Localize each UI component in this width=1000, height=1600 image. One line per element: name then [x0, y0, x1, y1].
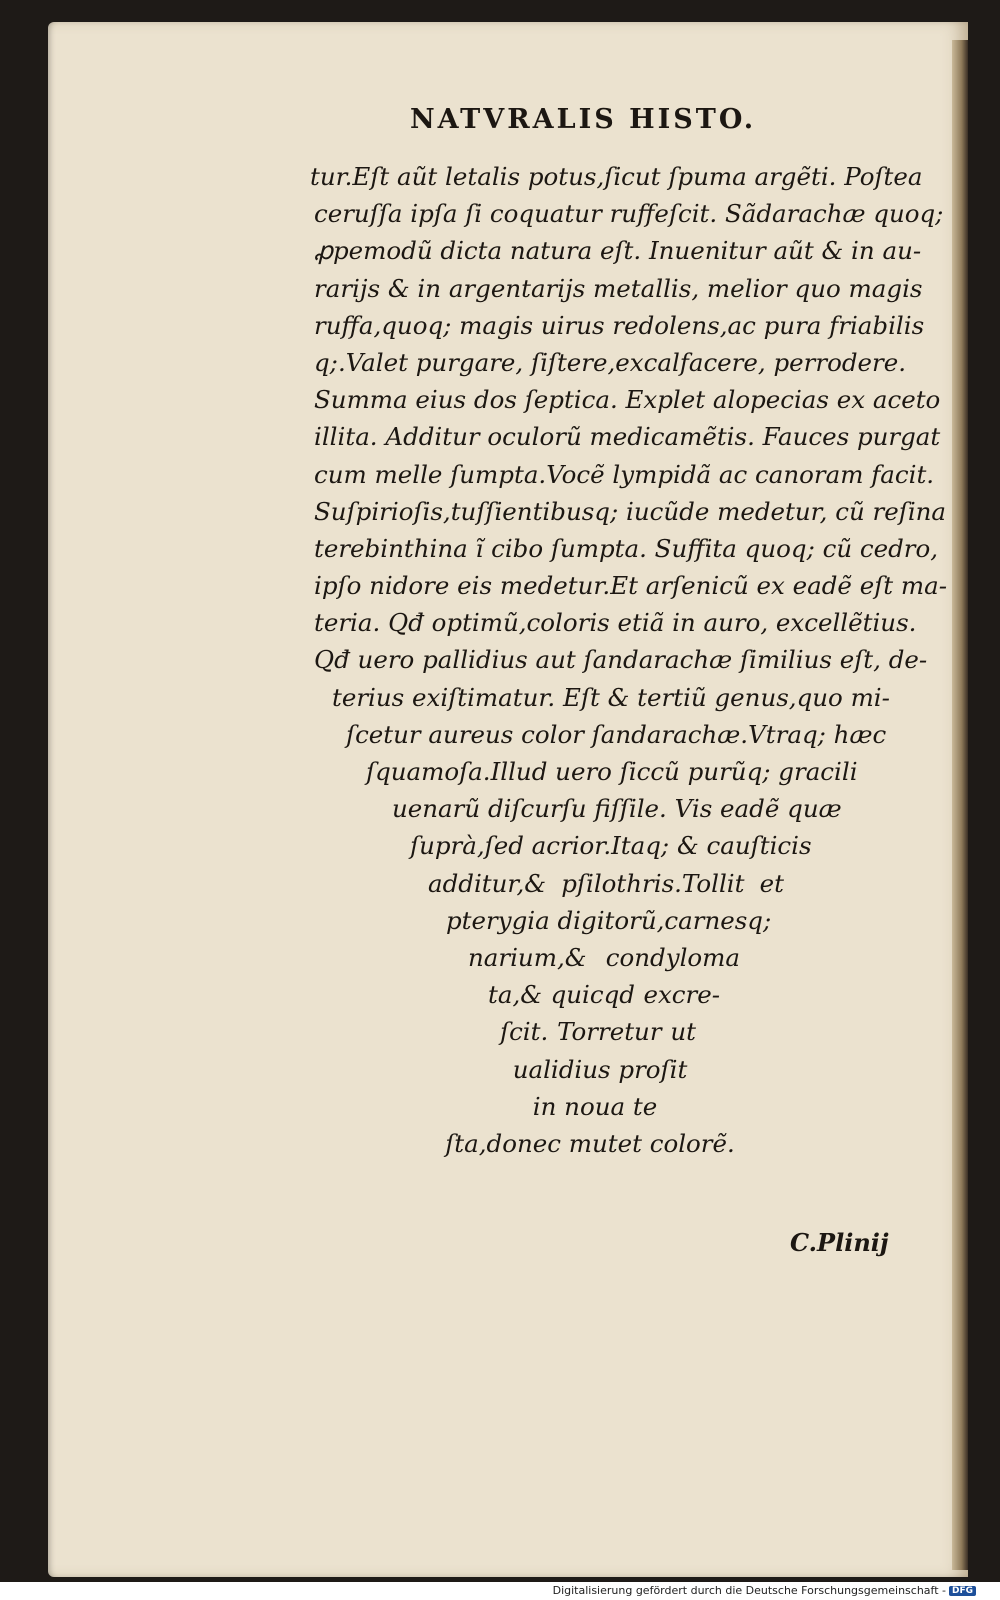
text-line: rarijs & in argentarijs metallis, melior quo magis — [314, 273, 923, 303]
credit-text: Digitalisierung gefördert durch die Deutsche Forschungsgemeinschaft - — [552, 1584, 946, 1597]
text-line: uenarũ diſcurſu fiſſile. Vis eadẽ quæ — [392, 794, 842, 824]
text-line: cum melle ſumpta.Vocẽ lympidã ac canoram facit. — [314, 459, 935, 489]
digitization-credit — [553, 1584, 976, 1597]
text-line: ſquamoſa.Illud uero ſiccũ purũq; gracili — [366, 757, 858, 786]
catchword: C.Plinij — [790, 1228, 889, 1257]
dfg-logo: DFG — [949, 1586, 976, 1596]
text-line: ſcetur aureus color ſandarachæ.Vtraq; hæc — [346, 719, 887, 749]
text-line: ruffa,quoq; magis uirus redolens,ac pura friabilis — [314, 310, 925, 340]
text-line: ta,& quicqd excre- — [488, 980, 720, 1010]
text-line: teria. Qđ optimũ,coloris etiã in auro, excellẽtius. — [314, 608, 917, 638]
text-line: tur.Eſt aũt letalis potus,ſicut ſpuma argẽti. Poſtea — [310, 162, 923, 191]
text-line: illita. Additur oculorũ medicamẽtis. Fauces purgat — [314, 422, 941, 452]
text-line: ipſo nidore eis medetur.Et arſenicũ ex eadẽ eſt ma- — [314, 571, 948, 601]
text-line: q;.Valet purgare, ſiſtere,excalfacere, perrodere. — [314, 347, 907, 377]
text-line: Suſpirioſis,tuſſientibusq; iucũde medetur, cũ reſina — [314, 496, 947, 526]
text-line: ſuprà,ſed acrior.Itaq; & cauſticis — [410, 831, 812, 861]
text-block — [310, 158, 948, 1162]
text-line: in noua te — [532, 1091, 658, 1121]
text-line: pterygia digitorũ,carnesq; — [446, 905, 772, 935]
text-line: terebinthina ĩ cibo ſumpta. Suffita quoq; cũ cedro, — [314, 533, 939, 563]
text-line: ceruſſa ipſa ſi coquatur ruffeſcit. Sãdarachæ quoq; — [314, 199, 944, 229]
text-line: additur,& pſilothris.Tollit et — [428, 868, 784, 898]
text-line: Summa eius dos ſeptica. Explet alopecias ex aceto — [314, 385, 941, 415]
text-line: ꝓpemodũ dicta natura eſt. Inuenitur aũt & in au- — [314, 236, 922, 266]
text-line: terius exiſtimatur. Eſt & tertiũ genus,quo mi- — [332, 682, 890, 712]
text-line: narium,& condyloma — [468, 942, 740, 972]
text-line: ſcit. Torretur ut — [500, 1017, 696, 1047]
text-line: ſta,donec mutet colorẽ. — [445, 1128, 735, 1158]
text-line: Qđ uero pallidius aut ſandarachæ ſimilius eſt, de- — [314, 645, 928, 675]
text-line: ualidius proſit — [512, 1054, 688, 1084]
running-head: NATVRALIS HISTO. — [410, 104, 757, 135]
page-edge — [952, 40, 968, 1570]
